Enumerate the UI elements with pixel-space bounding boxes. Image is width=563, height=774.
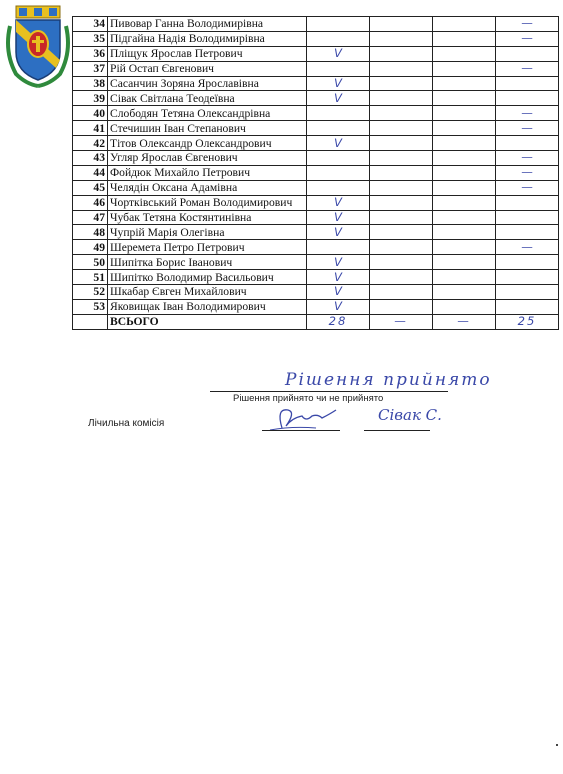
vote-mark [433, 270, 496, 285]
vote-mark [370, 180, 433, 195]
vote-mark [433, 210, 496, 225]
vote-mark: V [307, 46, 370, 61]
table-row [73, 121, 559, 136]
vote-mark [433, 299, 496, 314]
vote-mark [433, 106, 496, 121]
row-number: 46 [73, 195, 108, 210]
row-number: 34 [73, 17, 108, 32]
vote-mark: — [496, 61, 559, 76]
vote-mark [496, 46, 559, 61]
row-number: 42 [73, 136, 108, 151]
vote-mark: V [307, 91, 370, 106]
vote-mark [433, 195, 496, 210]
vote-mark [307, 165, 370, 180]
table-row [73, 165, 559, 180]
vote-mark: V [307, 299, 370, 314]
vote-mark: — [496, 31, 559, 46]
vote-mark [370, 240, 433, 255]
table-row [73, 255, 559, 270]
row-number: 41 [73, 121, 108, 136]
vote-mark: — [496, 17, 559, 32]
member-name: Челядін Оксана Адамівна [108, 180, 307, 195]
table-row [73, 17, 559, 32]
vote-mark [433, 61, 496, 76]
vote-mark [496, 225, 559, 240]
coat-of-arms-icon [2, 2, 74, 88]
vote-mark [307, 180, 370, 195]
vote-mark [370, 91, 433, 106]
member-name: Фойдюк Михайло Петрович [108, 165, 307, 180]
member-name: Шипітко Володимир Васильович [108, 270, 307, 285]
vote-mark [370, 270, 433, 285]
vote-mark [307, 240, 370, 255]
table-row [73, 136, 559, 151]
vote-mark: V [307, 195, 370, 210]
vote-mark [433, 225, 496, 240]
total-value: 28 [307, 314, 370, 329]
vote-mark [370, 76, 433, 91]
member-name: Підгайна Надія Володимирівна [108, 31, 307, 46]
vote-mark [496, 195, 559, 210]
row-number: 47 [73, 210, 108, 225]
vote-mark [496, 136, 559, 151]
total-value: — [370, 314, 433, 329]
vote-mark [433, 121, 496, 136]
row-number: 40 [73, 106, 108, 121]
table-row [73, 270, 559, 285]
vote-mark [433, 76, 496, 91]
vote-mark [496, 76, 559, 91]
vote-mark: — [496, 165, 559, 180]
row-number: 45 [73, 180, 108, 195]
vote-mark: V [307, 210, 370, 225]
member-name: Слободян Тетяна Олександрівна [108, 106, 307, 121]
table-row [73, 210, 559, 225]
vote-mark [370, 106, 433, 121]
vote-mark [496, 91, 559, 106]
row-number: 51 [73, 270, 108, 285]
member-name: Чупрій Марія Олегівна [108, 225, 307, 240]
vote-mark [370, 121, 433, 136]
voting-table [72, 16, 559, 330]
table-row [73, 91, 559, 106]
total-value: 25 [496, 314, 559, 329]
vote-mark [307, 61, 370, 76]
vote-mark [307, 31, 370, 46]
vote-mark: V [307, 255, 370, 270]
decision-underline [210, 391, 448, 392]
table-row [73, 225, 559, 240]
signature-line [262, 430, 340, 431]
vote-mark [370, 225, 433, 240]
vote-mark [433, 165, 496, 180]
handwritten-decision: Рішення прийнято [285, 370, 492, 390]
table-row [73, 285, 559, 300]
vote-mark [433, 136, 496, 151]
member-name: Шеремета Петро Петрович [108, 240, 307, 255]
vote-mark: — [496, 240, 559, 255]
commission-label: Лічильна комісія [88, 418, 165, 429]
table-row [73, 106, 559, 121]
vote-mark [370, 46, 433, 61]
member-name: Пліщук Ярослав Петрович [108, 46, 307, 61]
vote-mark [496, 210, 559, 225]
vote-mark [370, 136, 433, 151]
vote-mark [433, 255, 496, 270]
vote-mark: — [496, 106, 559, 121]
row-number: 39 [73, 91, 108, 106]
member-name: Стечишин Іван Степанович [108, 121, 307, 136]
total-label: ВСЬОГО [108, 314, 307, 329]
vote-mark [370, 17, 433, 32]
row-number: 50 [73, 255, 108, 270]
total-row [73, 314, 559, 329]
vote-mark [370, 61, 433, 76]
table-row [73, 31, 559, 46]
member-name: Чортківський Роман Володимирович [108, 195, 307, 210]
row-number: 49 [73, 240, 108, 255]
vote-mark [433, 31, 496, 46]
vote-mark [370, 151, 433, 166]
scan-speck [556, 744, 558, 746]
vote-mark [370, 195, 433, 210]
table-row [73, 46, 559, 61]
member-name: Сівак Світлана Теодеївна [108, 91, 307, 106]
vote-mark: V [307, 270, 370, 285]
signature-icon [262, 404, 342, 432]
vote-mark [496, 270, 559, 285]
vote-mark [307, 17, 370, 32]
row-number: 52 [73, 285, 108, 300]
vote-mark [370, 255, 433, 270]
vote-mark: — [496, 151, 559, 166]
row-number: 35 [73, 31, 108, 46]
member-name: Сасанчин Зоряна Ярославівна [108, 76, 307, 91]
member-name: Рій Остап Євгенович [108, 61, 307, 76]
vote-mark: V [307, 285, 370, 300]
member-name: Шипітка Борис Іванович [108, 255, 307, 270]
vote-mark [496, 299, 559, 314]
vote-mark [433, 285, 496, 300]
vote-mark [370, 210, 433, 225]
vote-mark: V [307, 225, 370, 240]
vote-mark [433, 91, 496, 106]
vote-mark: V [307, 76, 370, 91]
row-number: 36 [73, 46, 108, 61]
vote-mark [433, 46, 496, 61]
vote-mark [307, 151, 370, 166]
member-name: Пивовар Ганна Володимирівна [108, 17, 307, 32]
row-number: 43 [73, 151, 108, 166]
signature-name: Сівак С. [378, 406, 442, 424]
row-number: 37 [73, 61, 108, 76]
table-row [73, 61, 559, 76]
vote-mark [370, 31, 433, 46]
vote-mark [496, 255, 559, 270]
vote-mark: — [496, 180, 559, 195]
vote-mark [433, 17, 496, 32]
member-name: Чубак Тетяна Костянтинівна [108, 210, 307, 225]
vote-mark [307, 106, 370, 121]
row-number: 44 [73, 165, 108, 180]
vote-mark [433, 240, 496, 255]
row-number: 38 [73, 76, 108, 91]
row-number: 48 [73, 225, 108, 240]
vote-mark: — [496, 121, 559, 136]
table-row [73, 76, 559, 91]
table-row [73, 299, 559, 314]
row-number: 53 [73, 299, 108, 314]
signature-line [364, 430, 430, 431]
member-name: Угляр Ярослав Євгенович [108, 151, 307, 166]
table-row [73, 195, 559, 210]
table-row [73, 180, 559, 195]
member-name: Шкабар Євген Михайлович [108, 285, 307, 300]
decision-caption: Рішення прийнято чи не прийнято [233, 393, 384, 404]
vote-mark [496, 285, 559, 300]
member-name: Тітов Олександр Олександрович [108, 136, 307, 151]
vote-mark [433, 151, 496, 166]
table-row [73, 151, 559, 166]
member-name: Яковищак Іван Володимирович [108, 299, 307, 314]
vote-mark: V [307, 136, 370, 151]
table-row [73, 240, 559, 255]
vote-mark [370, 299, 433, 314]
vote-mark [370, 285, 433, 300]
total-value: — [433, 314, 496, 329]
vote-mark [370, 165, 433, 180]
vote-mark [307, 121, 370, 136]
vote-mark [433, 180, 496, 195]
